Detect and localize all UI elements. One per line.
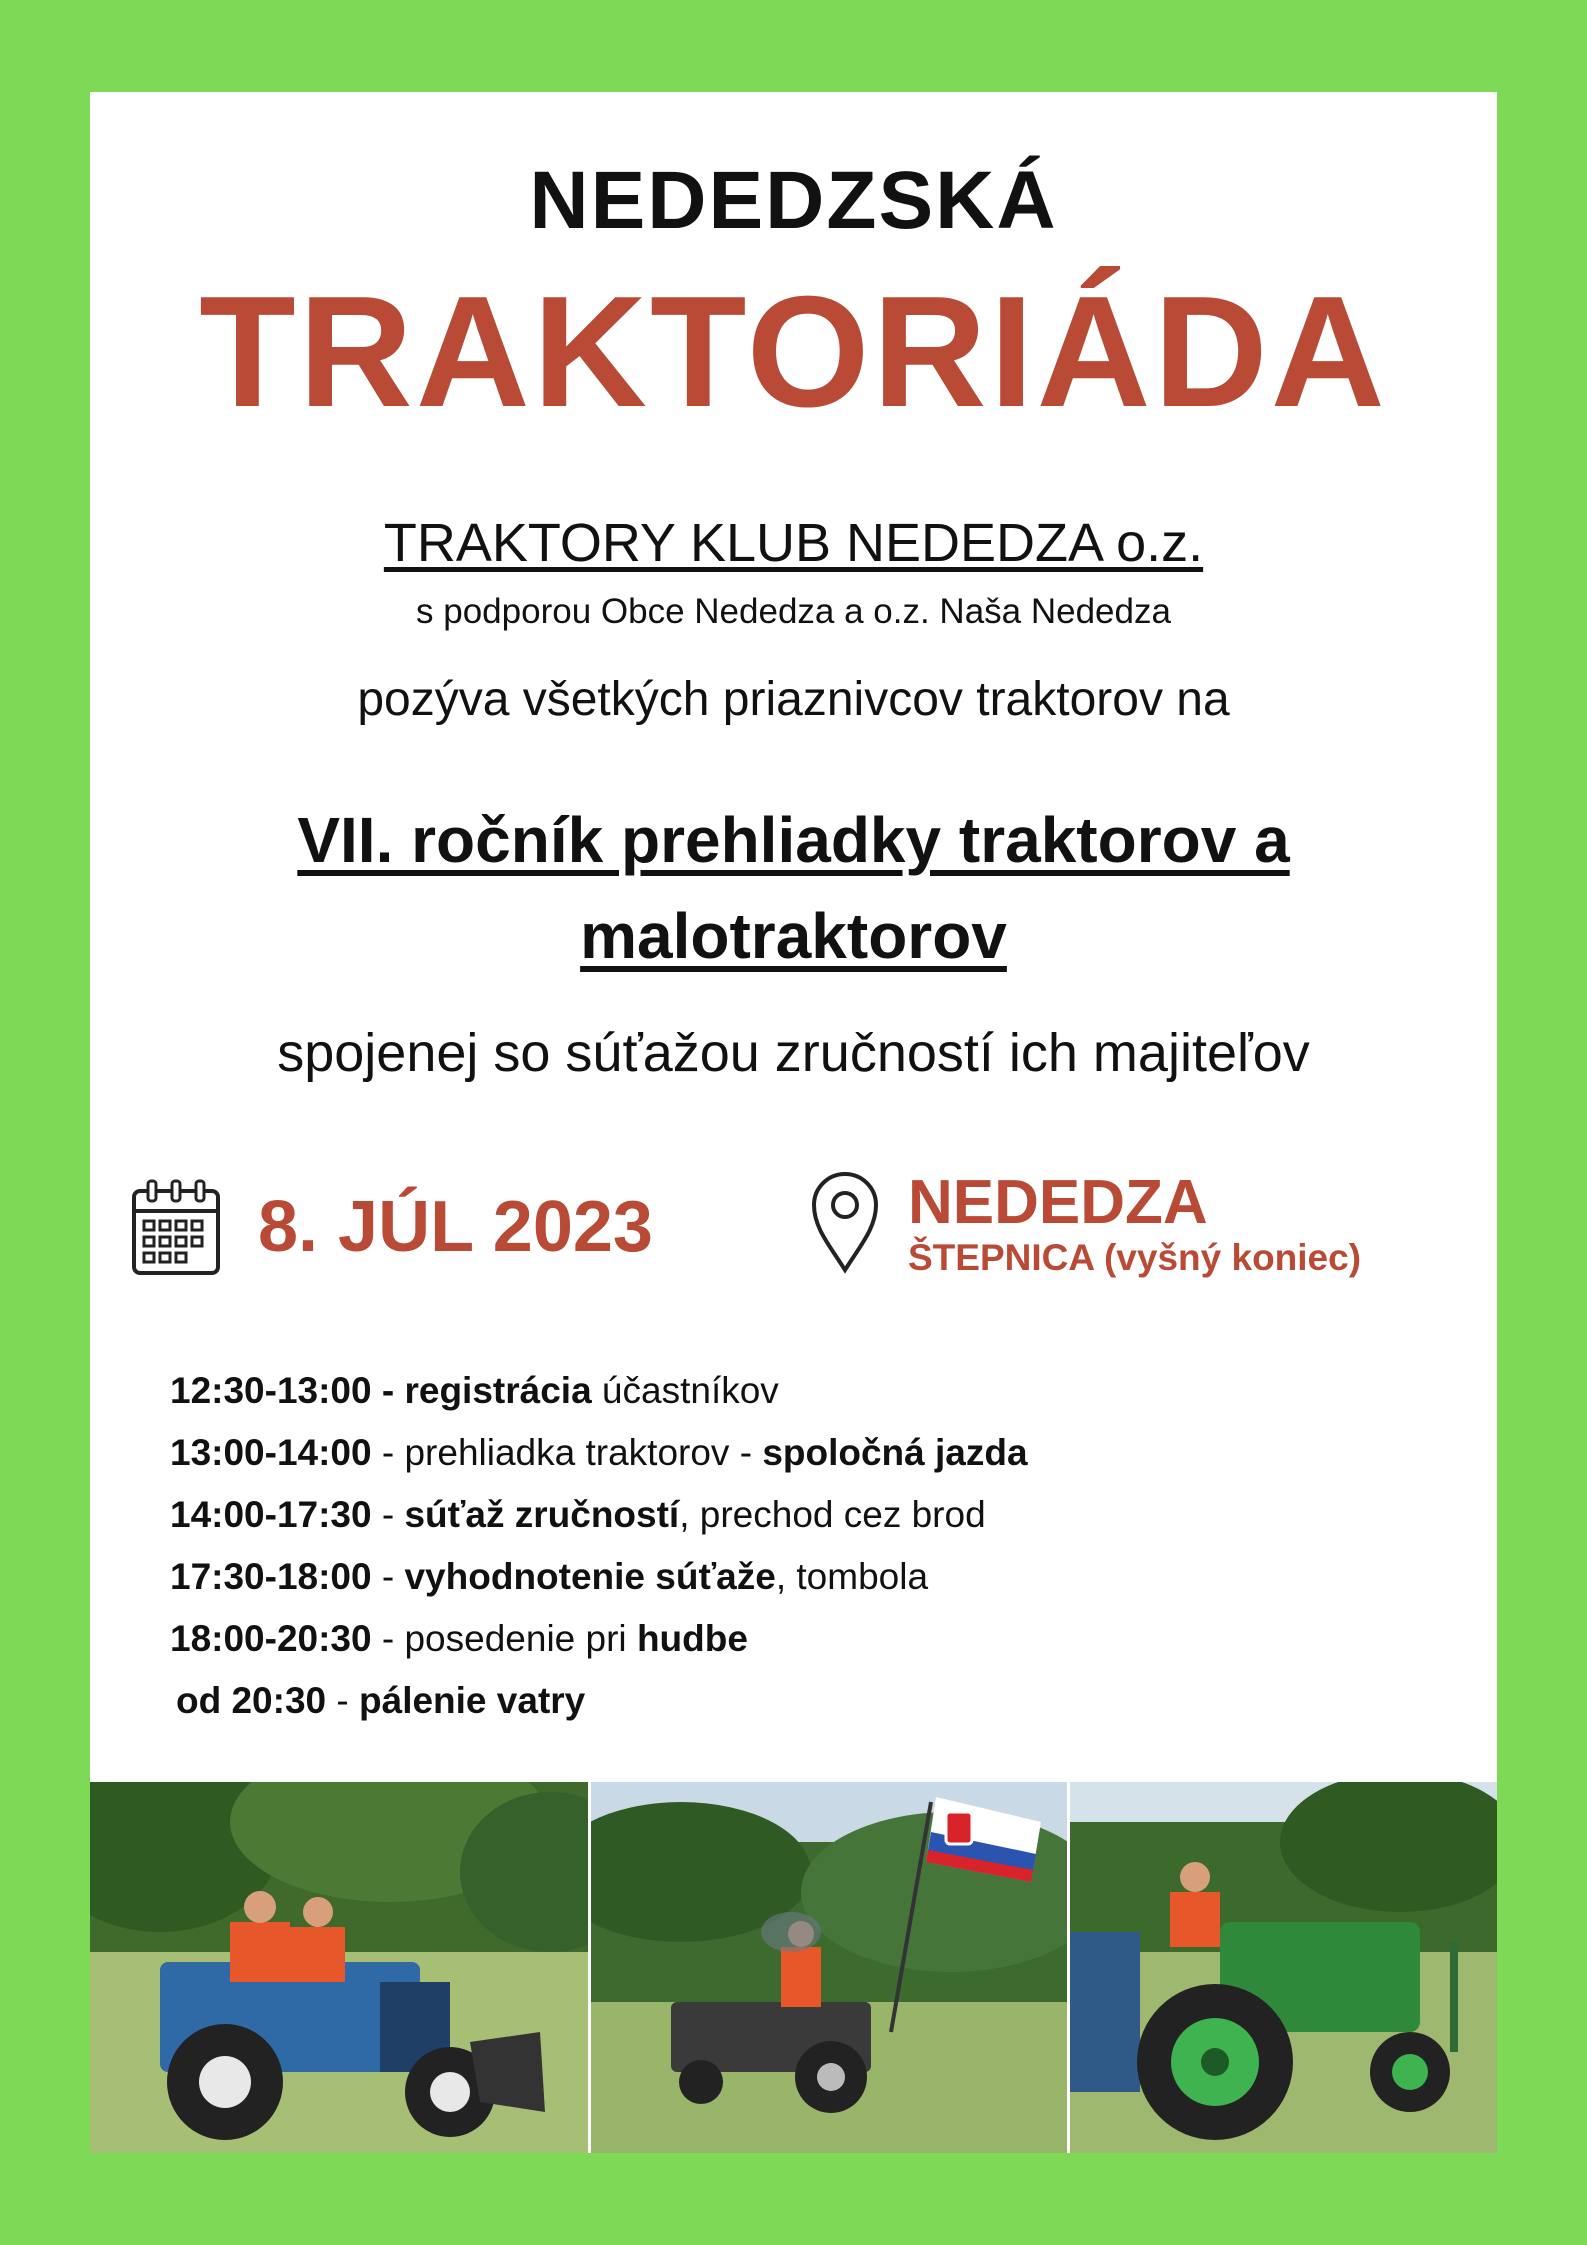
schedule-time: 18:00-20:30	[170, 1618, 372, 1659]
schedule-row: 17:30-18:00 - vyhodnotenie súťaže, tombola	[170, 1556, 929, 1597]
schedule-highlight: hudbe	[636, 1618, 748, 1659]
schedule-time: od 20:30	[176, 1680, 327, 1721]
calendar-icon	[130, 1177, 222, 1277]
club-name: TRAKTORY KLUB NEDEDZA o.z.	[383, 513, 1204, 573]
location-city: NEDEDZA	[908, 1168, 1208, 1237]
schedule-highlight: spoločná jazda	[762, 1432, 1028, 1473]
schedule-time: 17:30-18:00	[170, 1556, 372, 1597]
date-block	[130, 1177, 653, 1277]
schedule-highlight: pálenie vatry	[359, 1680, 586, 1721]
photo-strip	[90, 1782, 1497, 2153]
edition-line-2: malotraktorov	[580, 900, 1007, 972]
schedule-row: 13:00-14:00 - prehliadka traktorov - spoločná jazda	[170, 1432, 1028, 1473]
schedule-row: od 20:30 - pálenie vatry	[176, 1680, 586, 1721]
invite-line: pozýva všetkých priaznivcov traktorov na	[357, 673, 1230, 726]
poster-subtitle: NEDEDZSKÁ	[529, 155, 1058, 246]
photo-blue-tractor	[90, 1782, 588, 2153]
edition-heading	[90, 792, 1497, 984]
schedule-highlight: vyhodnotenie súťaže	[404, 1556, 776, 1597]
schedule-row: 18:00-20:30 - posedenie pri hudbe	[170, 1618, 748, 1659]
contest-line: spojenej so súťažou zručností ich majiteľov	[277, 1023, 1310, 1083]
poster-title: TRAKTORIÁDA	[199, 264, 1388, 440]
photo-green-tractor	[1070, 1782, 1497, 2153]
schedule-row: 14:00-17:30 - súťaž zručností, prechod cez brod	[170, 1494, 986, 1535]
schedule-time: 13:00-14:00	[170, 1432, 372, 1473]
map-pin-icon	[810, 1170, 880, 1274]
poster-sheet	[90, 92, 1497, 2153]
photo-flag-tractor	[591, 1782, 1067, 2153]
schedule-highlight: registrácia	[404, 1370, 592, 1411]
edition-line-1: VII. ročník prehliadky traktorov a	[297, 804, 1290, 876]
schedule-time: 12:30-13:00	[170, 1370, 372, 1411]
location-block	[810, 1170, 1361, 1280]
schedule-row: 12:30-13:00 - registrácia účastníkov	[170, 1370, 779, 1411]
location-place: ŠTEPNICA (vyšný koniec)	[908, 1237, 1362, 1278]
schedule-list	[170, 1360, 1370, 1732]
support-line: s podporou Obce Nededza a o.z. Naša Nededza	[416, 592, 1171, 631]
event-date: 8. JÚL 2023	[258, 1187, 653, 1267]
schedule-highlight: súťaž zručností	[404, 1494, 680, 1535]
schedule-time: 14:00-17:30	[170, 1494, 372, 1535]
